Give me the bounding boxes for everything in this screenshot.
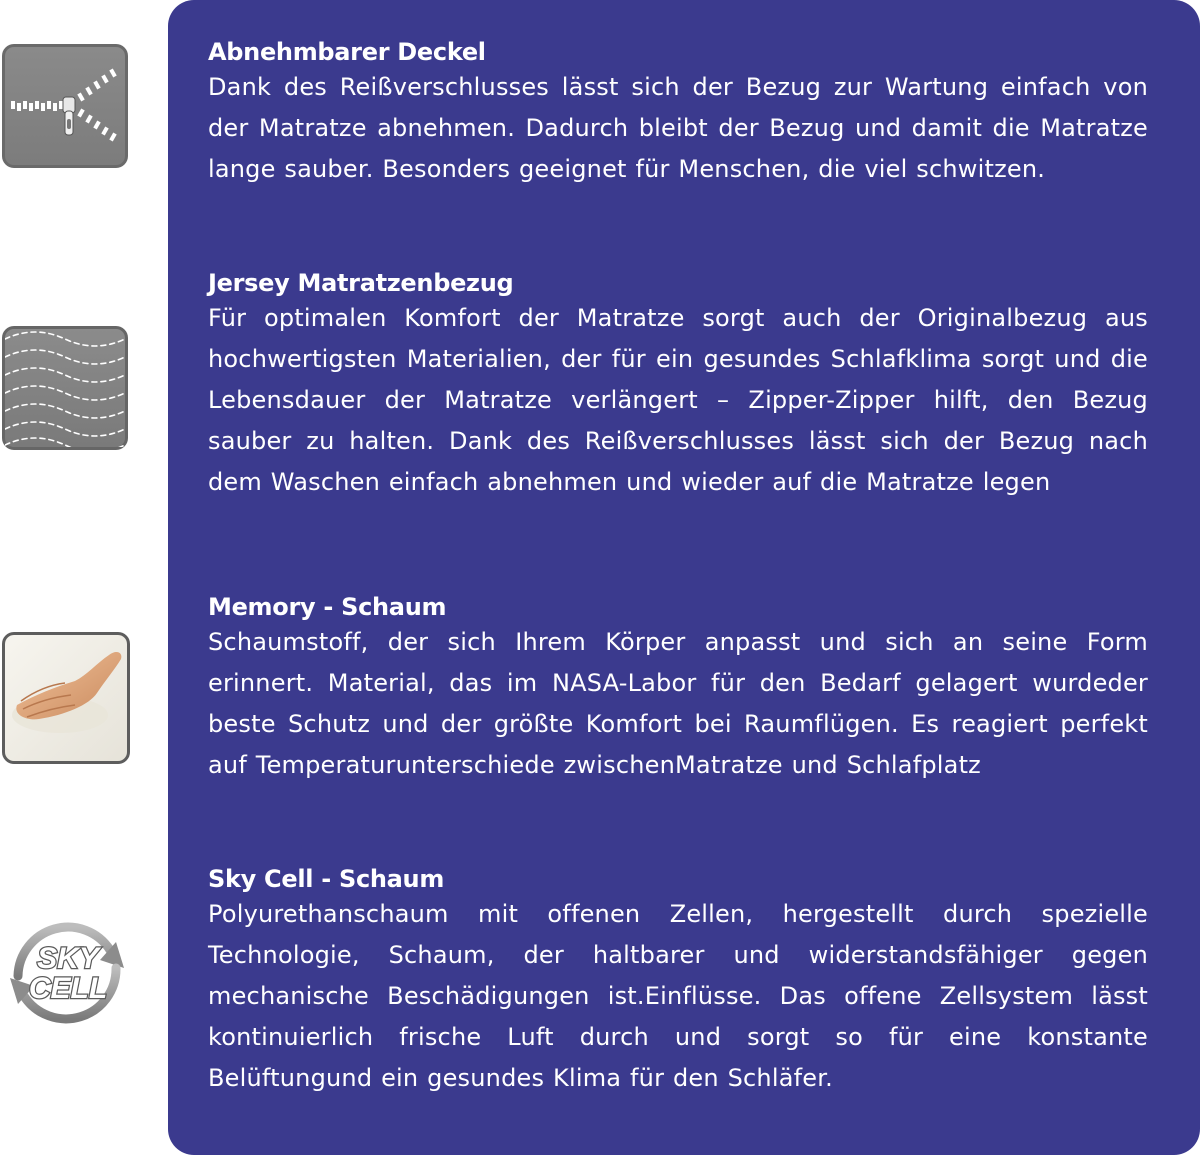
sky-cell-icon <box>4 912 130 1030</box>
zipper-icon <box>2 44 128 168</box>
skycell-logo-line2: CELL <box>28 972 108 1005</box>
section-text: Polyurethanschaum mit offenen Zellen, hergestellt durch spezielle Technologie, Schaum, der haltbarer und widerstandsfähiger gegen mechanische Beschädigungen ist.Einflüsse. Das offene Zellsystem lässt kontinuierlich frische Luft durch und sorgt so für eine konstante Belüftungund ein gesundes Klima für den Schläfer. <box>208 900 1148 1092</box>
skycell-logo-line1: SKY <box>37 942 99 975</box>
feature-section-removable-cover <box>208 37 1148 190</box>
feature-section-sky-cell-foam <box>208 864 1148 1099</box>
memory-foam-hand-icon <box>2 632 130 764</box>
feature-section-jersey-cover <box>208 268 1148 503</box>
section-title: Memory - Schaum <box>208 593 447 621</box>
section-text: Dank des Reißverschlusses lässt sich der Bezug zur Wartung einfach von der Matratze abnehmen. Dadurch bleibt der Bezug und damit die Matratze lange sauber. Besonders geeignet für Menschen, die viel schwitzen. <box>208 73 1148 183</box>
feature-panel <box>168 0 1200 1155</box>
feature-section-memory-foam <box>208 592 1148 786</box>
section-text: Schaumstoff, der sich Ihrem Körper anpasst und sich an seine Form erinnert. Material, das im NASA-Labor für den Bedarf gelagert wurdeder beste Schutz und der größte Komfort bei Raumflügen. Es reagiert perfekt auf Temperaturunterschiede zwischenMatratze und Schlafplatz <box>208 628 1148 779</box>
section-text: Für optimalen Komfort der Matratze sorgt auch der Originalbezug aus hochwertigsten Materialien, der für ein gesundes Schlafklima sorgt und die Lebensdauer der Matratze verlängert – Zipper-Zipper hilft, den Bezug sauber zu halten. Dank des Reißverschlusses lässt sich der Bezug nach dem Waschen einfach abnehmen und wieder auf die Matratze legen <box>208 304 1148 496</box>
section-title: Sky Cell - Schaum <box>208 865 445 893</box>
jersey-fabric-icon <box>2 326 128 450</box>
section-title: Jersey Matratzenbezug <box>208 269 514 297</box>
section-title: Abnehmbarer Deckel <box>208 38 486 66</box>
